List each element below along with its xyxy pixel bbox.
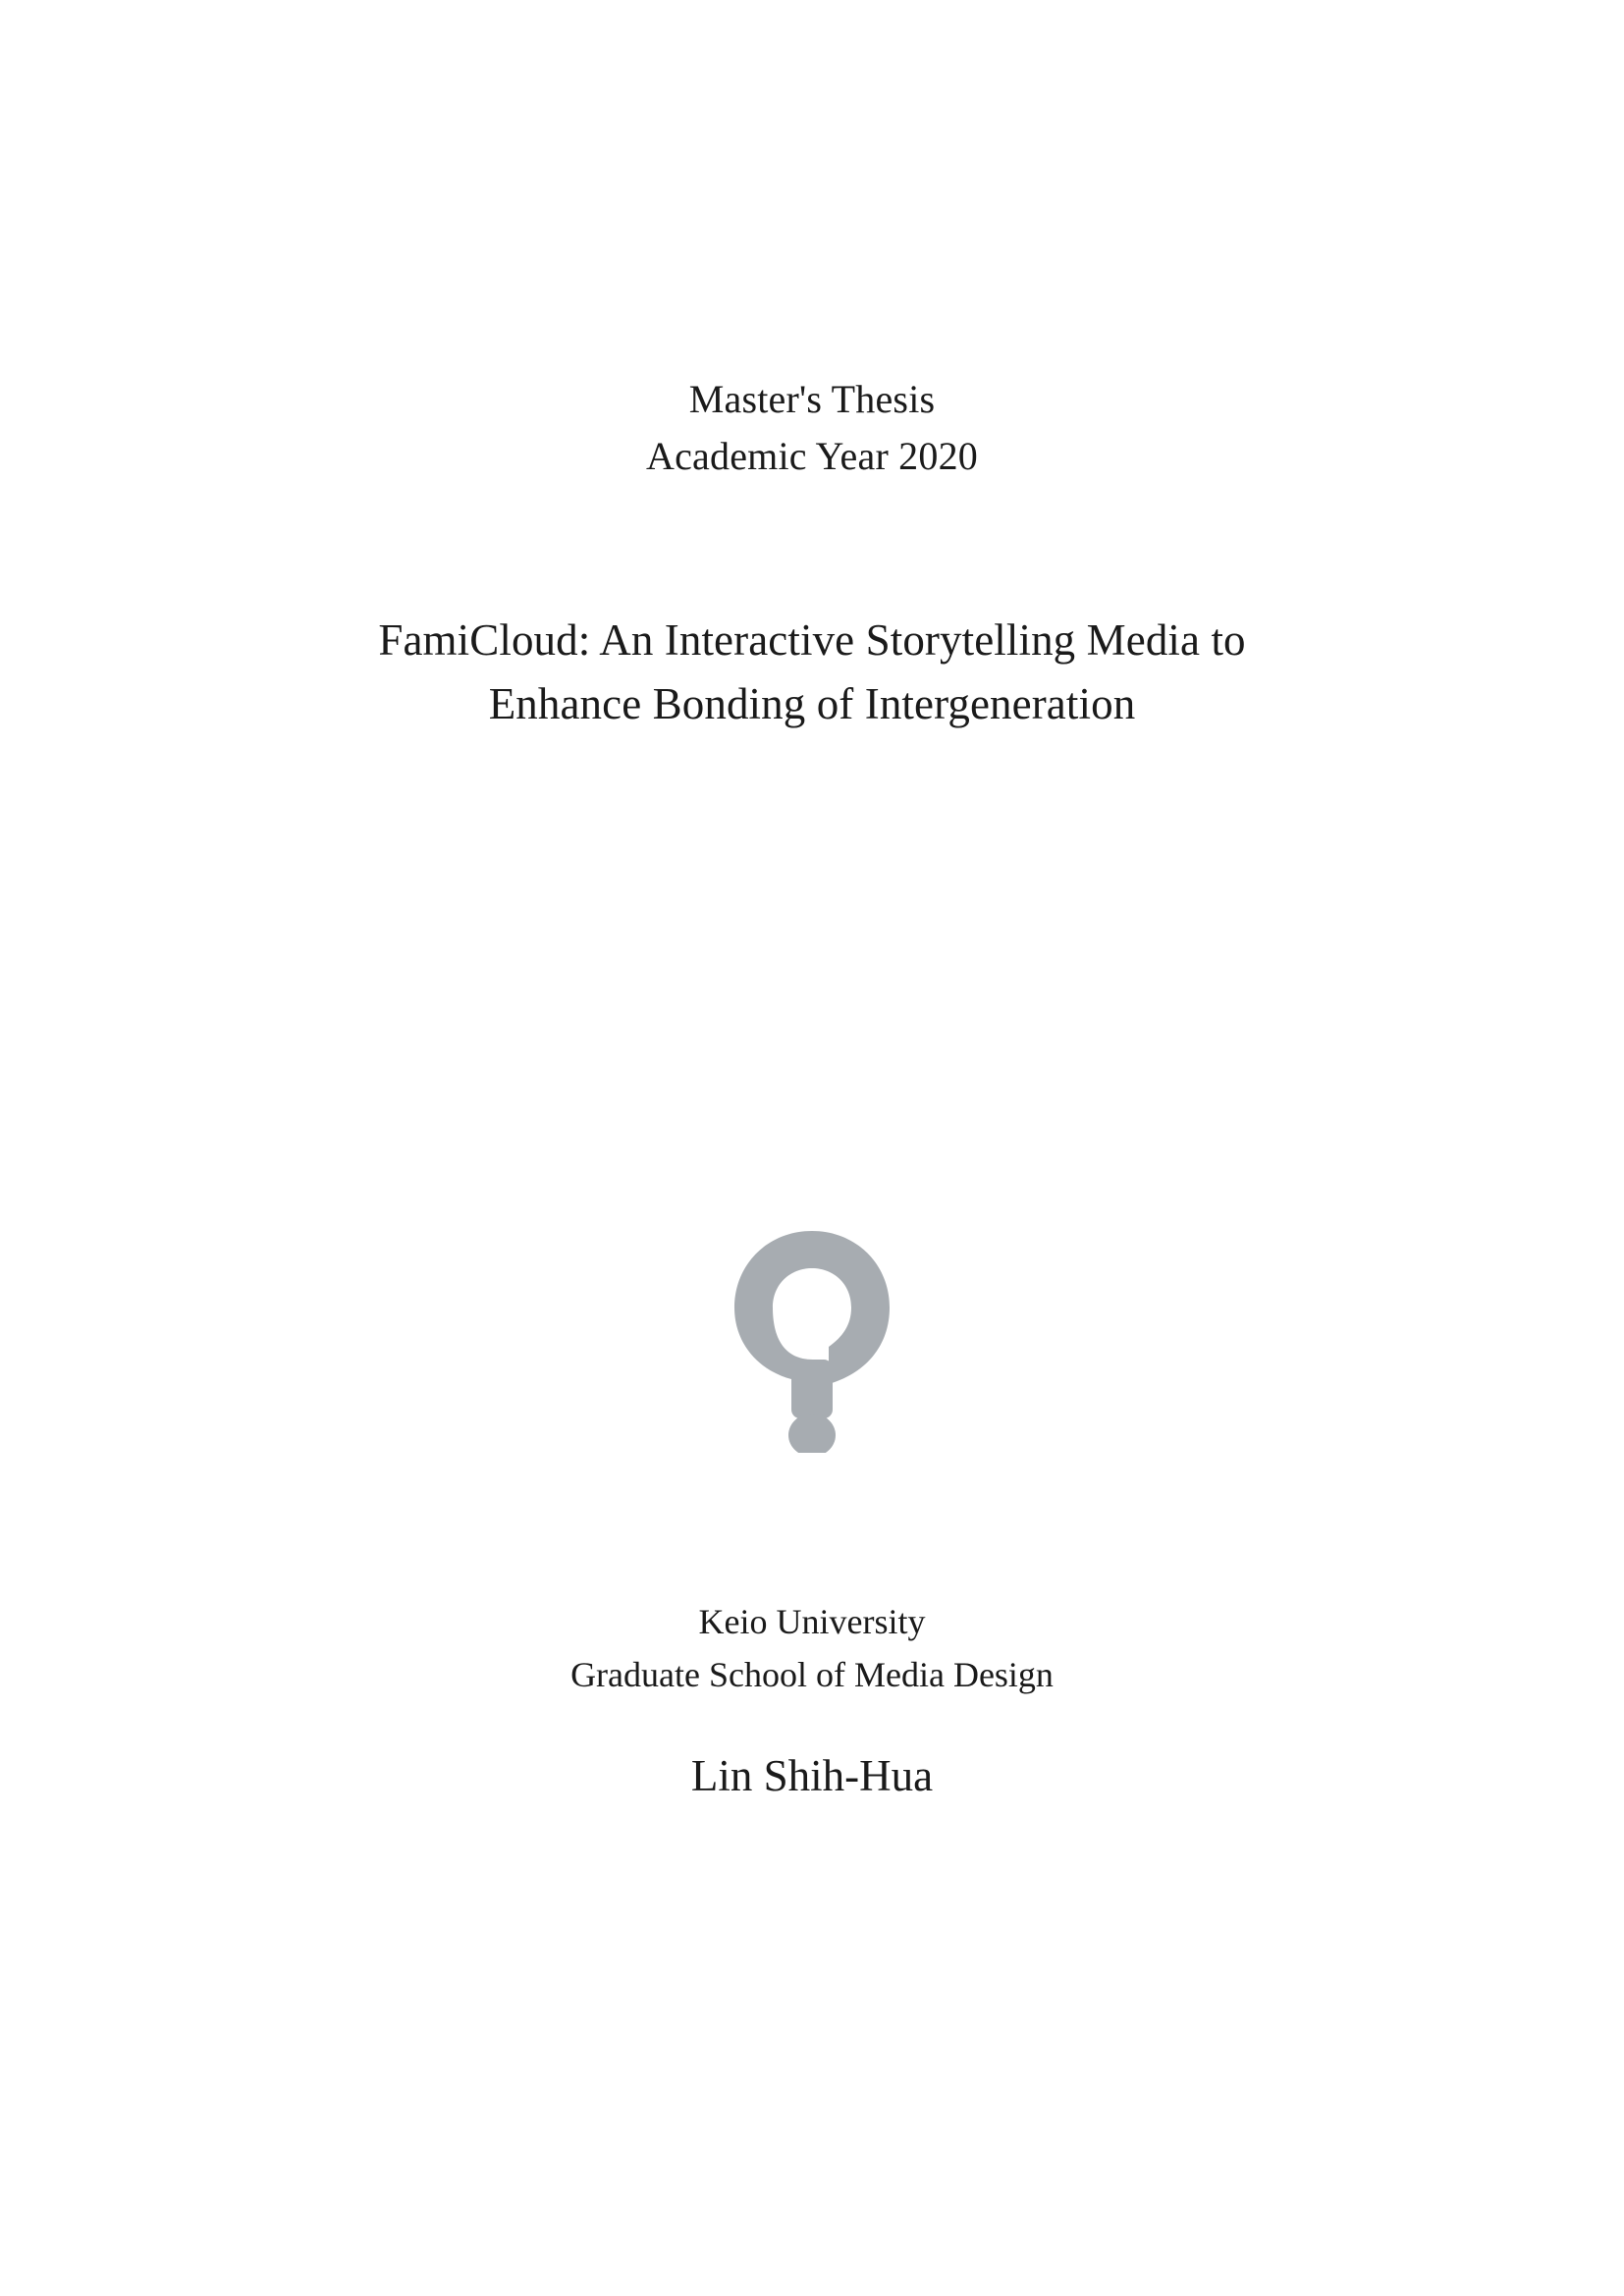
question-mark-logo-icon <box>719 1227 905 1453</box>
author <box>0 1747 1624 1805</box>
academic-year: Academic Year 2020 <box>646 434 978 478</box>
page-title <box>0 609 1624 737</box>
affiliation <box>0 1595 1624 1701</box>
title-line-1: FamiCloud: An Interactive Storytelling Media to <box>378 615 1246 665</box>
logo-container <box>0 1227 1624 1453</box>
author-name: Lin Shih-Hua <box>690 1751 934 1800</box>
university-name: Keio University <box>698 1602 926 1641</box>
title-line-2: Enhance Bonding of Intergeneration <box>488 679 1136 729</box>
thesis-type: Master's Thesis <box>688 377 936 421</box>
thesis-header <box>0 371 1624 485</box>
school-name: Graduate School of Media Design <box>570 1655 1054 1694</box>
